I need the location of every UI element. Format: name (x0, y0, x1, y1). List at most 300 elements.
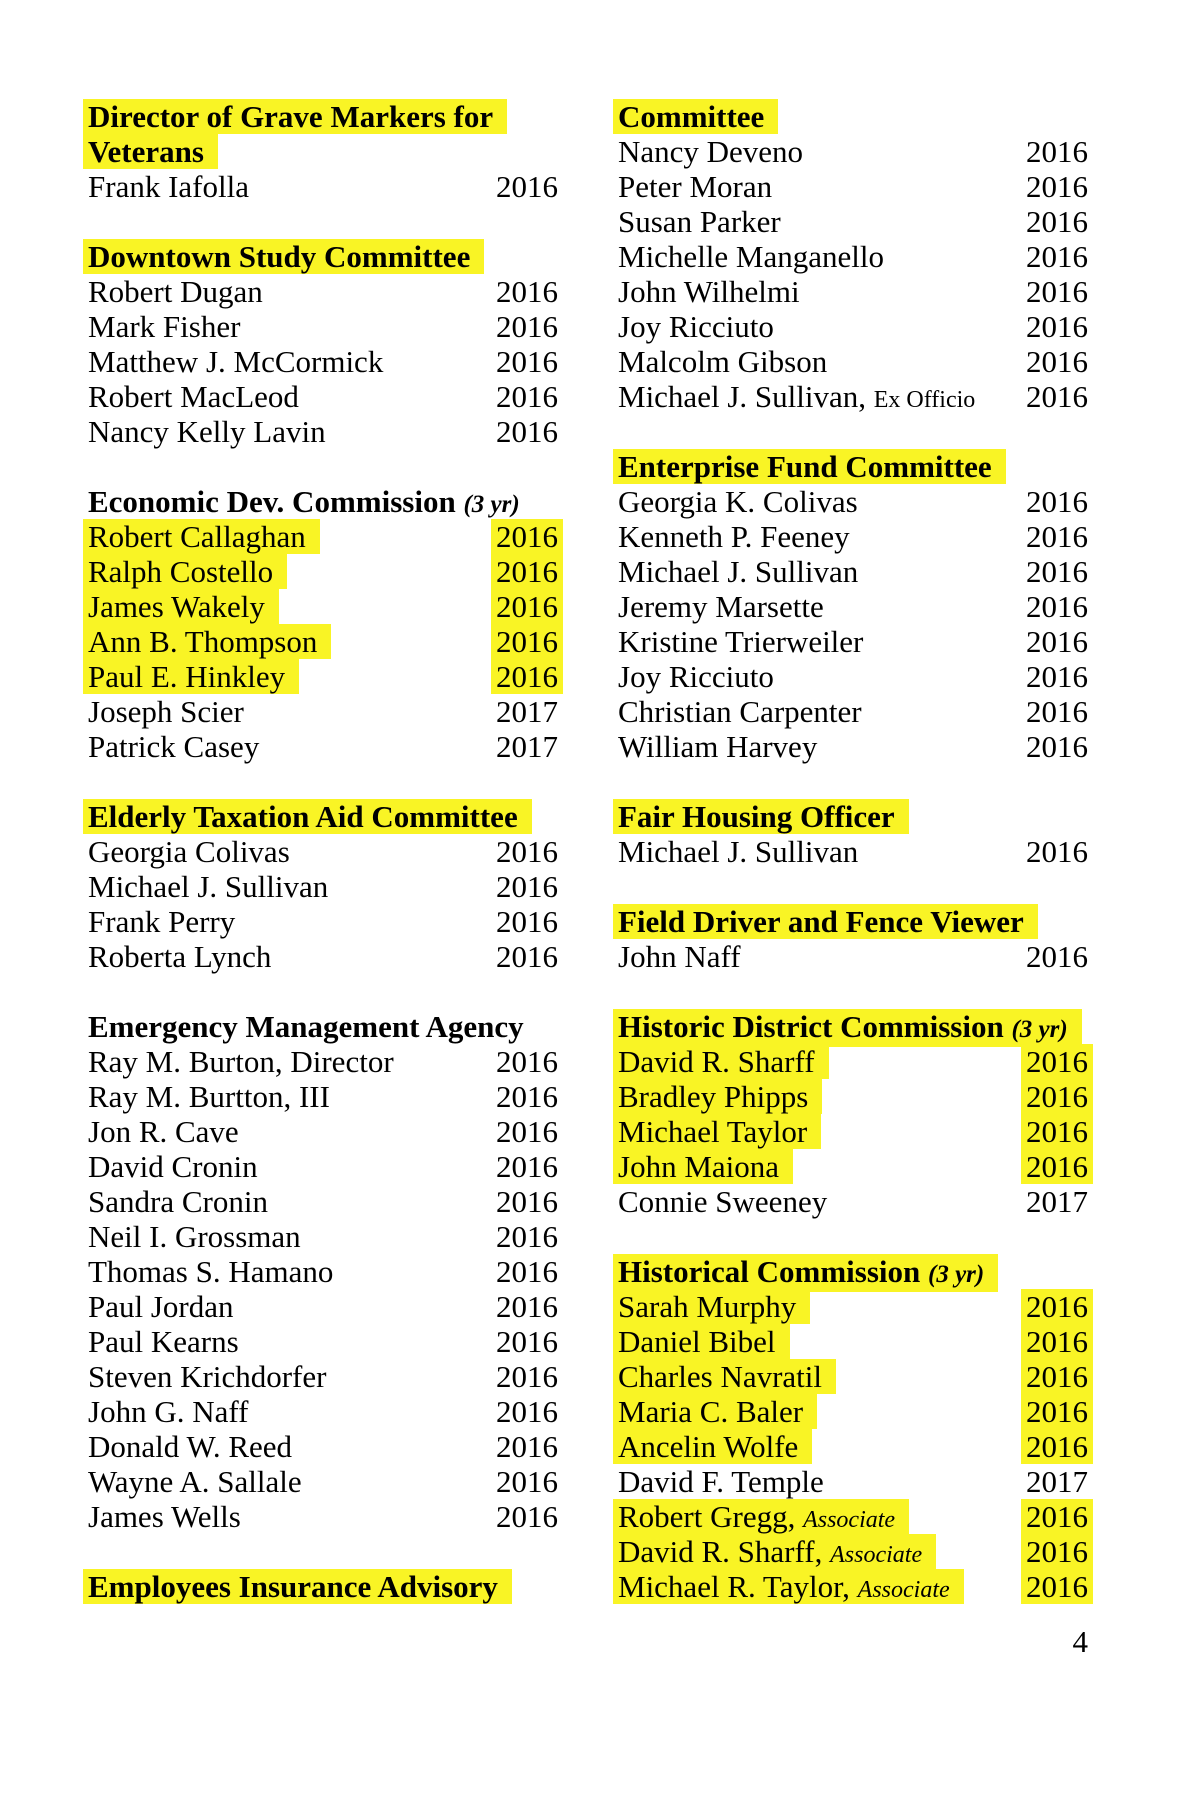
member-row (618, 169, 1088, 204)
member-year: 2016 (491, 589, 563, 624)
section-heading: Economic Dev. Commission (3 yr) (88, 484, 520, 519)
member-year: 2016 (1021, 1044, 1093, 1079)
member-year: 2016 (491, 519, 563, 554)
member-name-cell (618, 729, 1024, 764)
member-name: John Wilhelmi (618, 274, 800, 309)
member-year: 2017 (496, 694, 558, 729)
member-row (88, 834, 558, 869)
member-year-cell (1024, 309, 1088, 344)
member-name: Joseph Scier (88, 694, 244, 729)
member-year-cell (1024, 1499, 1088, 1534)
member-name-cell (618, 589, 1024, 624)
member-year: 2016 (1021, 1149, 1093, 1184)
heading-row (88, 484, 558, 519)
member-row (618, 1499, 1088, 1534)
member-row (88, 309, 558, 344)
member-name-cell (618, 939, 1024, 974)
section-spacer (88, 974, 558, 1009)
heading-row (88, 239, 558, 274)
member-year: 2016 (1026, 939, 1088, 974)
member-name: Mark Fisher (88, 309, 241, 344)
member-name: Sandra Cronin (88, 1184, 268, 1219)
member-name: Michael J. Sullivan (618, 554, 859, 589)
member-name: Kristine Trierweiler (618, 624, 864, 659)
member-year-cell (1024, 1044, 1088, 1079)
member-name: Michael J. Sullivan (618, 834, 859, 869)
member-year: 2016 (1026, 344, 1088, 379)
member-year: 2017 (1026, 1184, 1088, 1219)
member-row (88, 379, 558, 414)
member-row (88, 1394, 558, 1429)
member-name-cell (88, 309, 494, 344)
member-name-cell (88, 729, 494, 764)
member-name-cell (618, 1394, 1024, 1429)
member-year-cell (494, 344, 558, 379)
member-row (88, 1464, 558, 1499)
member-year: 2016 (496, 1289, 558, 1324)
member-year-cell (1024, 834, 1088, 869)
member-row (88, 519, 558, 554)
member-row (618, 1569, 1088, 1604)
member-row (88, 1324, 558, 1359)
member-row (618, 1079, 1088, 1114)
member-name: James Wells (88, 1499, 241, 1534)
member-row (618, 344, 1088, 379)
member-year: 2016 (496, 1079, 558, 1114)
right-column (618, 99, 1088, 1604)
member-name: John Maiona (613, 1149, 793, 1184)
member-year: 2016 (496, 414, 558, 449)
member-row (618, 624, 1088, 659)
member-name: Donald W. Reed (88, 1429, 293, 1464)
member-name: Georgia Colivas (88, 834, 290, 869)
member-name-cell (618, 484, 1024, 519)
member-year-cell (494, 1044, 558, 1079)
member-year-cell (494, 1114, 558, 1149)
member-row (618, 939, 1088, 974)
member-name: Robert MacLeod (88, 379, 299, 414)
member-year-cell (494, 379, 558, 414)
member-name: David R. Sharff, Associate (613, 1534, 936, 1569)
member-row (618, 379, 1088, 414)
member-name: Paul Jordan (88, 1289, 234, 1324)
member-year-cell (1024, 1114, 1088, 1149)
member-year-cell (494, 624, 558, 659)
member-row (88, 1079, 558, 1114)
member-name: David R. Sharff (613, 1044, 829, 1079)
member-year-cell (1024, 239, 1088, 274)
member-row (618, 239, 1088, 274)
member-year: 2016 (496, 274, 558, 309)
member-name-cell (88, 834, 494, 869)
member-name: Thomas S. Hamano (88, 1254, 334, 1289)
member-name-cell (88, 519, 494, 554)
member-name-cell (618, 274, 1024, 309)
member-row (618, 484, 1088, 519)
member-name: William Harvey (618, 729, 818, 764)
section-spacer (618, 764, 1088, 799)
member-row (88, 939, 558, 974)
member-name-cell (88, 1079, 494, 1114)
member-name: Peter Moran (618, 169, 773, 204)
member-year-cell (1024, 1394, 1088, 1429)
member-name: Kenneth P. Feeney (618, 519, 850, 554)
member-name: Matthew J. McCormick (88, 344, 384, 379)
section-spacer (88, 1534, 558, 1569)
member-year: 2016 (1021, 1079, 1093, 1114)
member-row (618, 1184, 1088, 1219)
member-row (618, 1044, 1088, 1079)
member-name-cell (88, 1289, 494, 1324)
member-year-cell (494, 1254, 558, 1289)
member-name-cell (88, 379, 494, 414)
member-name: Ray M. Burton, Director (88, 1044, 394, 1079)
member-year-cell (1024, 204, 1088, 239)
member-year: 2016 (1021, 1324, 1093, 1359)
member-year-cell (494, 1149, 558, 1184)
member-year: 2016 (496, 1254, 558, 1289)
member-name-cell (618, 1079, 1024, 1114)
member-year-cell (494, 1184, 558, 1219)
member-year-cell (494, 1289, 558, 1324)
section-spacer (618, 869, 1088, 904)
member-row (618, 1114, 1088, 1149)
section-heading: Downtown Study Committee (83, 239, 484, 274)
member-year-cell (1024, 624, 1088, 659)
member-name: Christian Carpenter (618, 694, 862, 729)
member-name: James Wakely (83, 589, 279, 624)
member-name: Michael J. Sullivan (88, 869, 329, 904)
member-year-cell (1024, 1079, 1088, 1114)
member-name: Robert Gregg, Associate (613, 1499, 909, 1534)
member-name-cell (88, 694, 494, 729)
member-row (88, 169, 558, 204)
heading-row (618, 799, 1088, 834)
member-year-cell (494, 1499, 558, 1534)
member-year-cell (1024, 1464, 1088, 1499)
section-spacer (88, 764, 558, 799)
member-row (88, 904, 558, 939)
member-year: 2016 (496, 1114, 558, 1149)
member-year: 2016 (496, 1429, 558, 1464)
member-year: 2016 (1021, 1499, 1093, 1534)
term-length-suffix: (3 yr) (1011, 1016, 1068, 1043)
member-year-cell (494, 694, 558, 729)
member-name-cell (88, 1429, 494, 1464)
member-name-cell (618, 834, 1024, 869)
member-name-cell (88, 1359, 494, 1394)
member-year: 2016 (496, 1324, 558, 1359)
member-name: Maria C. Baler (613, 1394, 817, 1429)
member-year-cell (1024, 1184, 1088, 1219)
member-name: Susan Parker (618, 204, 781, 239)
member-year-cell (1024, 1359, 1088, 1394)
member-year-cell (1024, 554, 1088, 589)
member-note: Associate (830, 1542, 923, 1568)
member-year-cell (494, 1324, 558, 1359)
member-year-cell (494, 1359, 558, 1394)
member-name-cell (618, 694, 1024, 729)
member-year: 2016 (496, 1044, 558, 1079)
member-name-cell (618, 1149, 1024, 1184)
member-year: 2016 (1021, 1429, 1093, 1464)
member-name-cell (88, 414, 494, 449)
member-year-cell (494, 1219, 558, 1254)
member-name-cell (618, 344, 1024, 379)
member-name: Ancelin Wolfe (613, 1429, 812, 1464)
section-heading: Director of Grave Markers for (83, 99, 507, 134)
member-name: Connie Sweeney (618, 1184, 828, 1219)
member-name-cell (618, 1184, 1024, 1219)
member-row (618, 1464, 1088, 1499)
member-year: 2016 (496, 1359, 558, 1394)
member-name-cell (618, 1569, 1024, 1608)
member-name: Joy Ricciuto (618, 659, 774, 694)
member-name: Sarah Murphy (613, 1289, 810, 1324)
member-year-cell (1024, 169, 1088, 204)
member-name-cell (618, 659, 1024, 694)
section-heading: Enterprise Fund Committee (613, 449, 1006, 484)
member-name-cell (618, 1534, 1024, 1573)
member-year-cell (1024, 589, 1088, 624)
member-name: Robert Callaghan (83, 519, 320, 554)
member-row (88, 1499, 558, 1534)
member-year-cell (1024, 939, 1088, 974)
section-heading: Field Driver and Fence Viewer (613, 904, 1038, 939)
section-heading: Emergency Management Agency (88, 1009, 524, 1044)
member-year: 2017 (1026, 1464, 1088, 1499)
member-year-cell (494, 414, 558, 449)
member-year-cell (1024, 519, 1088, 554)
member-name: John Naff (618, 939, 741, 974)
member-name-cell (88, 624, 494, 659)
member-name-cell (618, 519, 1024, 554)
member-year: 2016 (1026, 589, 1088, 624)
member-year: 2016 (1026, 519, 1088, 554)
member-year-cell (1024, 379, 1088, 414)
member-year: 2016 (1026, 309, 1088, 344)
member-name-cell (618, 134, 1024, 169)
member-year: 2016 (1026, 379, 1088, 414)
member-year-cell (1024, 484, 1088, 519)
member-row (88, 869, 558, 904)
member-row (88, 589, 558, 624)
heading-row (618, 449, 1088, 484)
member-row (618, 589, 1088, 624)
member-year: 2016 (496, 379, 558, 414)
member-name: David Cronin (88, 1149, 258, 1184)
member-row (618, 1394, 1088, 1429)
member-year-cell (1024, 1569, 1088, 1604)
member-row (618, 1359, 1088, 1394)
member-year-cell (1024, 1534, 1088, 1569)
member-name-cell (88, 1149, 494, 1184)
member-year-cell (494, 659, 558, 694)
member-year: 2016 (496, 1219, 558, 1254)
member-year: 2016 (1026, 624, 1088, 659)
member-year: 2016 (496, 1499, 558, 1534)
member-year-cell (1024, 274, 1088, 309)
section-heading: Historical Commission (3 yr) (613, 1254, 998, 1292)
member-year: 2016 (1026, 729, 1088, 764)
member-row (618, 1429, 1088, 1464)
member-year: 2016 (496, 834, 558, 869)
member-name: Neil I. Grossman (88, 1219, 301, 1254)
member-year-cell (494, 1464, 558, 1499)
member-name: David F. Temple (618, 1464, 824, 1499)
member-year-cell (1024, 134, 1088, 169)
member-name: Ralph Costello (83, 554, 287, 589)
member-year-cell (494, 169, 558, 204)
member-name: Wayne A. Sallale (88, 1464, 302, 1499)
member-year: 2016 (496, 309, 558, 344)
member-name: Michael J. Sullivan, Ex Officio (618, 379, 976, 414)
member-name-cell (618, 1429, 1024, 1464)
member-year: 2016 (1026, 554, 1088, 589)
heading-row (618, 1009, 1088, 1044)
member-row (88, 1289, 558, 1324)
member-year: 2016 (1021, 1359, 1093, 1394)
member-name: Nancy Deveno (618, 134, 804, 169)
member-name-cell (88, 1394, 494, 1429)
member-year: 2016 (496, 1464, 558, 1499)
member-name-cell (618, 204, 1024, 239)
member-year: 2016 (1021, 1114, 1093, 1149)
member-name: Joy Ricciuto (618, 309, 774, 344)
member-row (88, 274, 558, 309)
section-heading: Fair Housing Officer (613, 799, 909, 834)
member-name: Ray M. Burtton, III (88, 1079, 330, 1114)
member-year: 2016 (1026, 274, 1088, 309)
member-row (618, 519, 1088, 554)
member-year: 2016 (1021, 1394, 1093, 1429)
member-row (88, 1149, 558, 1184)
member-row (618, 1534, 1088, 1569)
member-row (618, 274, 1088, 309)
member-year: 2016 (1021, 1569, 1093, 1604)
section-heading: Historic District Commission (3 yr) (613, 1009, 1082, 1047)
member-row (618, 694, 1088, 729)
member-name-cell (618, 1359, 1024, 1394)
member-name: Jon R. Cave (88, 1114, 239, 1149)
member-year: 2016 (491, 624, 563, 659)
member-year-cell (494, 589, 558, 624)
member-year: 2016 (1026, 204, 1088, 239)
member-year-cell (1024, 1429, 1088, 1464)
member-year-cell (494, 1394, 558, 1429)
heading-row (88, 99, 558, 134)
member-name: Paul Kearns (88, 1324, 239, 1359)
heading-row (618, 904, 1088, 939)
section-heading: Elderly Taxation Aid Committee (83, 799, 532, 834)
member-row (618, 1289, 1088, 1324)
section-spacer (618, 414, 1088, 449)
member-year: 2016 (1026, 134, 1088, 169)
heading-row (88, 1009, 558, 1044)
member-year: 2016 (1026, 834, 1088, 869)
member-year: 2016 (1021, 1534, 1093, 1569)
member-year-cell (1024, 659, 1088, 694)
member-name-cell (618, 169, 1024, 204)
heading-row (618, 1254, 1088, 1289)
member-year-cell (494, 904, 558, 939)
member-name-cell (88, 1114, 494, 1149)
member-name-cell (88, 1254, 494, 1289)
member-name-cell (88, 1184, 494, 1219)
section-heading: Employees Insurance Advisory (83, 1569, 512, 1604)
member-row (88, 1044, 558, 1079)
member-name-cell (88, 1219, 494, 1254)
member-year: 2016 (496, 169, 558, 204)
member-name-cell (618, 239, 1024, 274)
member-name-cell (618, 554, 1024, 589)
member-name: Nancy Kelly Lavin (88, 414, 326, 449)
member-name-cell (88, 554, 494, 589)
member-name: Jeremy Marsette (618, 589, 824, 624)
term-length-suffix: (3 yr) (463, 491, 520, 518)
member-year-cell (1024, 729, 1088, 764)
member-row (618, 309, 1088, 344)
member-row (88, 624, 558, 659)
member-year-cell (494, 1429, 558, 1464)
member-name: Frank Iafolla (88, 169, 249, 204)
section-spacer (618, 1219, 1088, 1254)
member-row (88, 729, 558, 764)
member-name-cell (88, 1324, 494, 1359)
member-name-cell (88, 1464, 494, 1499)
member-year: 2016 (1026, 659, 1088, 694)
page-number: 4 (1072, 1624, 1088, 1659)
member-row (618, 1149, 1088, 1184)
term-length-suffix: (3 yr) (928, 1261, 985, 1288)
member-year-cell (1024, 1324, 1088, 1359)
member-year: 2016 (1021, 1289, 1093, 1324)
member-row (88, 1359, 558, 1394)
member-name-cell (88, 589, 494, 624)
member-year-cell (494, 869, 558, 904)
section-spacer (618, 974, 1088, 1009)
member-row (88, 694, 558, 729)
member-name: Michael R. Taylor, Associate (613, 1569, 964, 1604)
member-note: Associate (803, 1507, 896, 1533)
member-row (618, 554, 1088, 589)
member-year-cell (1024, 1289, 1088, 1324)
member-name: Robert Dugan (88, 274, 263, 309)
member-name: John G. Naff (88, 1394, 249, 1429)
member-year: 2016 (496, 869, 558, 904)
member-name: Charles Navratil (613, 1359, 836, 1394)
member-row (618, 134, 1088, 169)
section-spacer (88, 204, 558, 239)
member-year-cell (1024, 1149, 1088, 1184)
heading-row (88, 134, 558, 169)
member-year: 2016 (496, 344, 558, 379)
member-row (88, 1114, 558, 1149)
member-name: Steven Krichdorfer (88, 1359, 327, 1394)
member-year-cell (494, 729, 558, 764)
member-name-cell (88, 344, 494, 379)
member-year-cell (494, 309, 558, 344)
member-row (88, 414, 558, 449)
member-name-cell (618, 1499, 1024, 1538)
member-row (88, 554, 558, 589)
member-name: Frank Perry (88, 904, 236, 939)
section-heading: Committee (613, 99, 778, 134)
member-name: Roberta Lynch (88, 939, 272, 974)
member-year-cell (494, 274, 558, 309)
heading-row (88, 1569, 558, 1604)
member-row (88, 659, 558, 694)
